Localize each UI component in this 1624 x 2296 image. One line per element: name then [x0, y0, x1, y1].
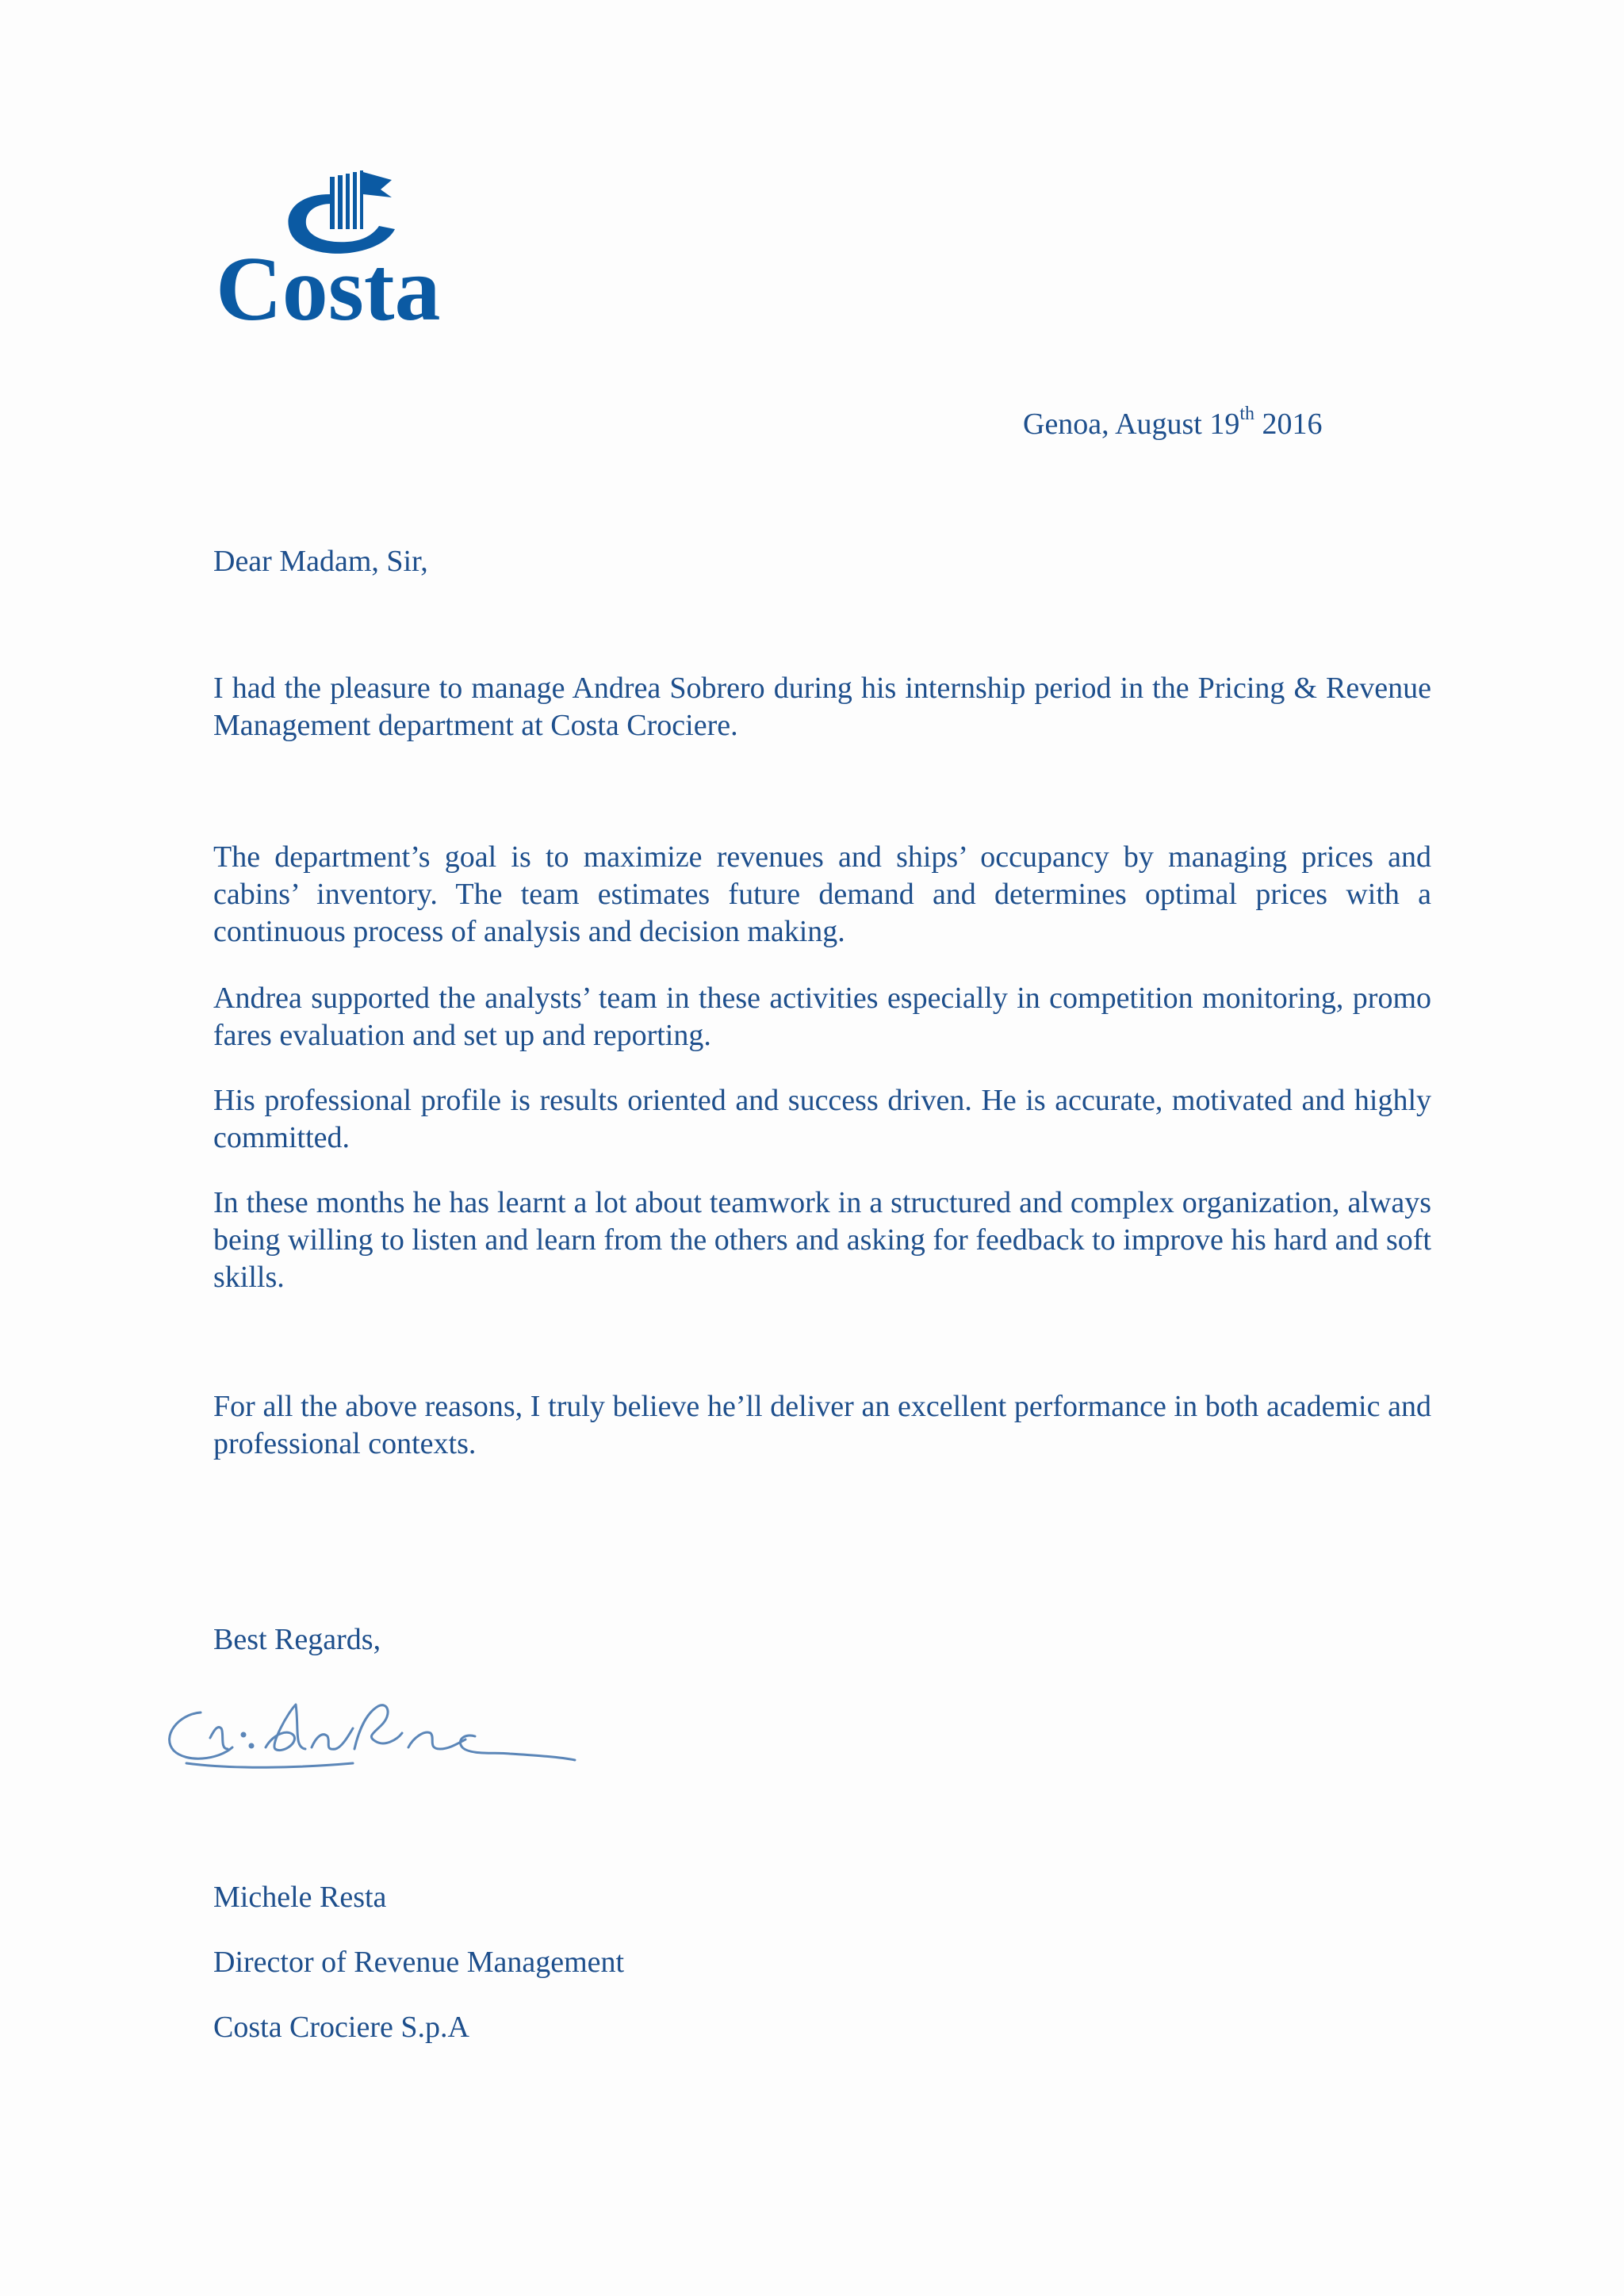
paragraph-recommendation: For all the above reasons, I truly believe he’ll deliver an excellent performance in both academic and professional contexts.	[213, 1390, 1431, 1460]
handwritten-signature	[155, 1681, 583, 1780]
letter-date: Genoa, August 19th 2016	[1023, 404, 1323, 441]
signatory-company: Costa Crociere S.p.A	[213, 2011, 469, 2044]
closing: Best Regards,	[213, 1623, 381, 1656]
logo-wordmark: Costa	[216, 239, 441, 329]
paragraph-teamwork: In these months he has learnt a lot about teamwork in a structured and complex organization, always being willing to listen and learn from the others and asking for feedback to improve his hard and soft skills.	[213, 1186, 1431, 1294]
paragraph-profile: His professional profile is results oriented and success driven. He is accurate, motivated and highly committed.	[213, 1084, 1431, 1154]
paragraph-department-goal: The department’s goal is to maximize revenues and ships’ occupancy by managing prices and cabins’ inventory. The team estimates future demand and determines optimal prices with a continuous process of analysis and decision making.	[213, 840, 1431, 948]
costa-logo	[211, 163, 488, 329]
signatory-name: Michele Resta	[213, 1881, 387, 1914]
paragraph-internship: I had the pleasure to manage Andrea Sobrero during his internship period in the Pricing & Revenue Management department at Costa Crociere.	[213, 672, 1431, 742]
salutation: Dear Madam, Sir,	[213, 545, 428, 578]
paragraph-activities: Andrea supported the analysts’ team in these activities especially in competition monitoring, promo fares evaluation and set up and reporting.	[213, 982, 1431, 1052]
signatory-title: Director of Revenue Management	[213, 1946, 625, 1979]
